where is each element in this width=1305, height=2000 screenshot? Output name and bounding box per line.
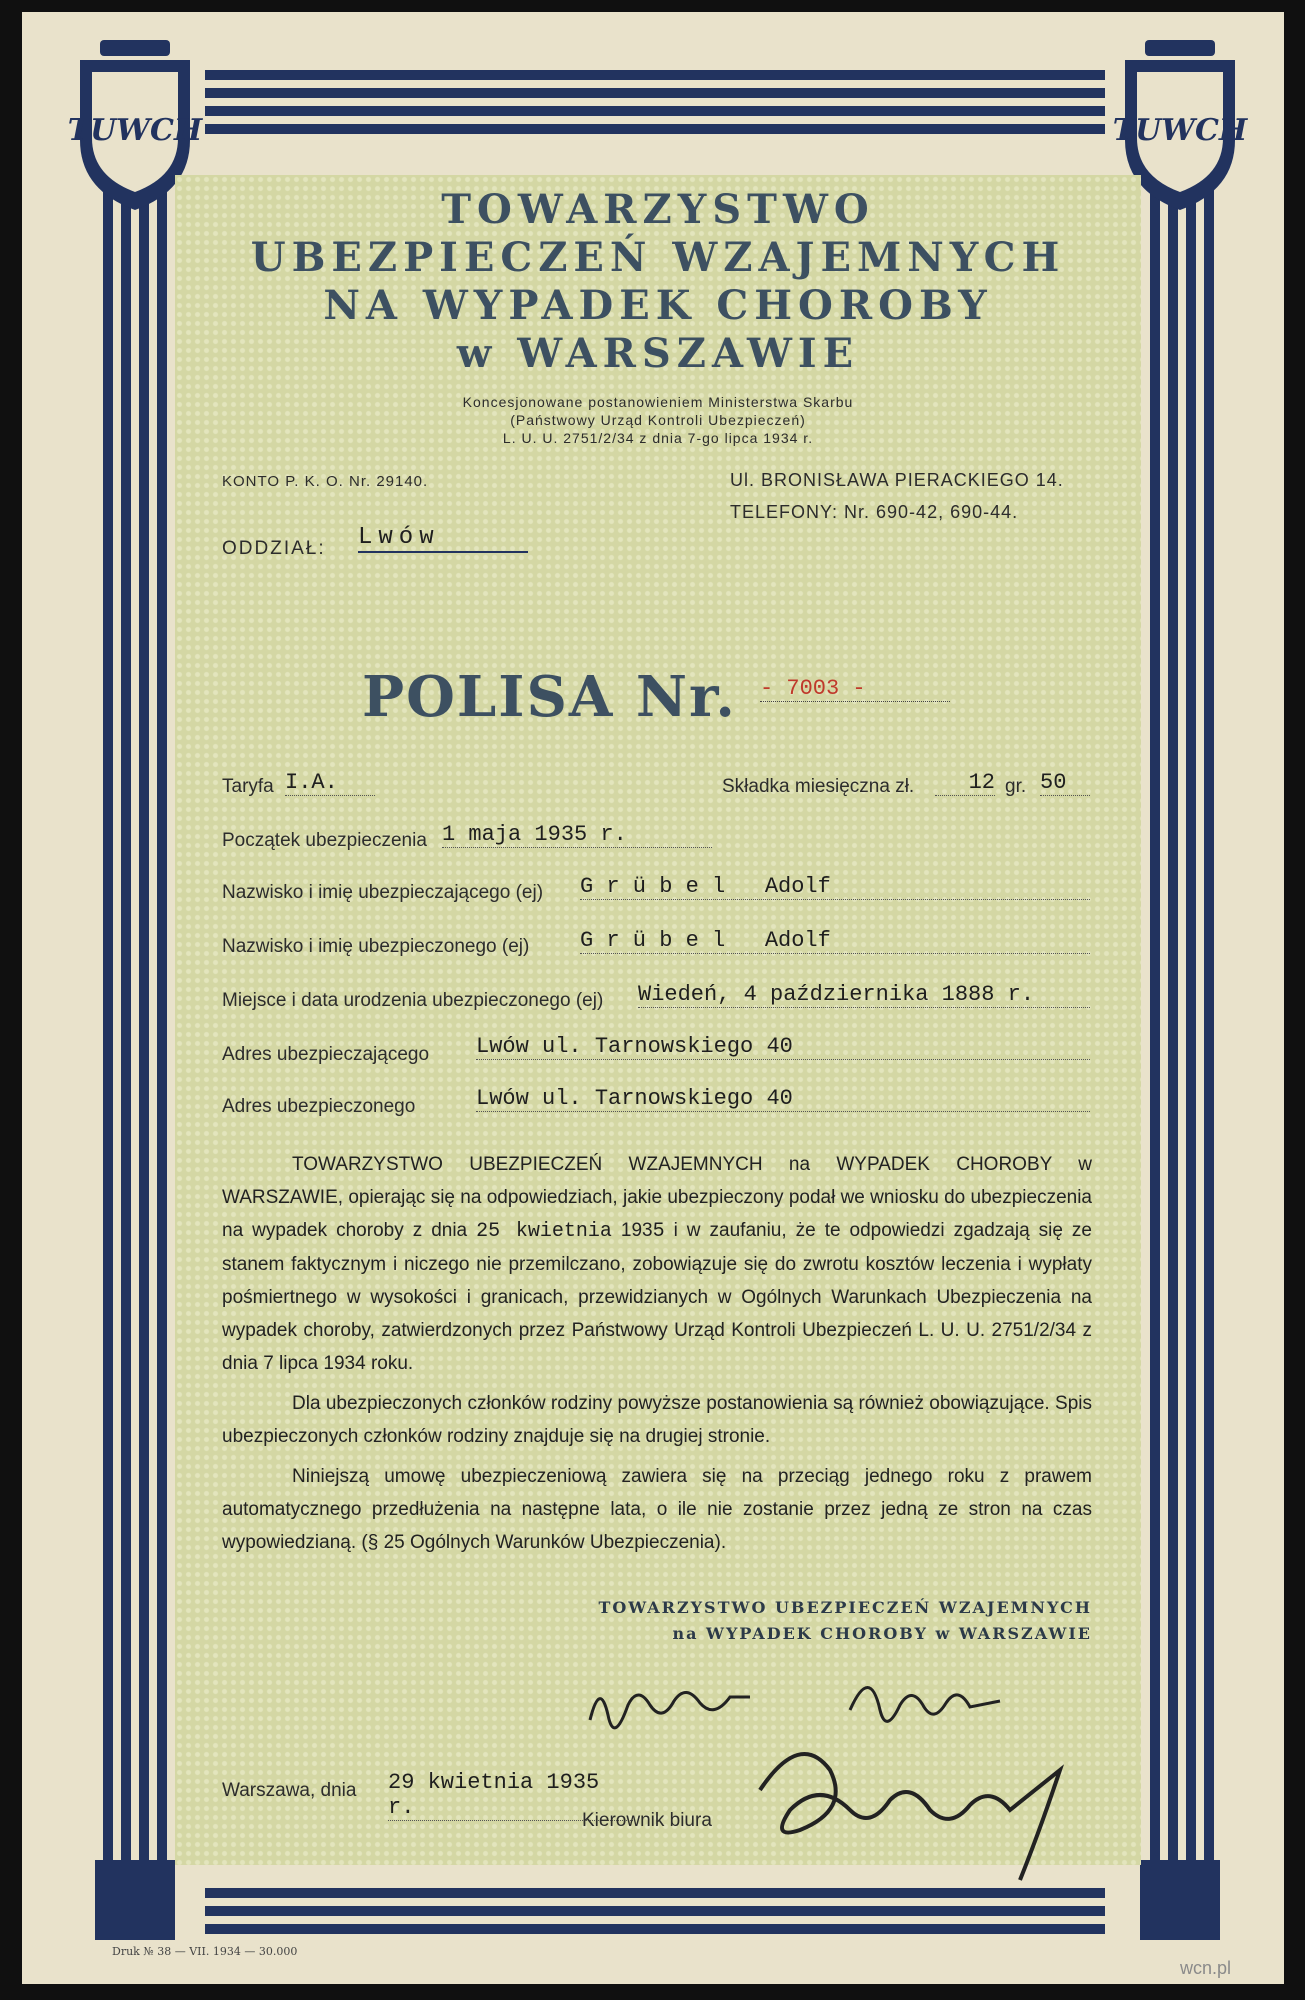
border-band-left-4 xyxy=(157,180,167,1880)
border-band-top-1 xyxy=(205,70,1105,80)
premium-gr-label: gr. xyxy=(1005,776,1027,797)
policy-title: POLISA Nr. xyxy=(362,664,737,730)
start-label: Początek ubezpieczenia xyxy=(222,830,427,851)
print-note: Druk № 38 — VII. 1934 — 30.000 xyxy=(112,1945,298,1958)
concession-line-2: (Państwowy Urząd Kontroli Ubezpieczeń) xyxy=(510,412,806,428)
body-paragraph-1: TOWARZYSTWO UBEZPIECZEŃ WZAJEMNYCH na WYPADEK CHOROBY w WARSZAWIE, opierając się na odpowiedziach, jakie ubezpieczony podał we wniosku do ubezpieczenia na wypadek choroby z dnia 25 kwietnia 1935 i w zaufaniu, że te odpowiedzi zgadzają się ze stanem faktycznym i niczego nie przemilczano, zobowiązuje się do zwrotu kosztów leczenia i wypłaty pośmiertnego w wysokości i granicach, przewidzianych w Ogólnych Warunkach Ubezpieczenia na wypadek choroby, zatwierdzonych przez Państwowy Urząd Kontroli Ubezpieczeń L. U. U. 2751/2/34 z dnia 7 lipca 1934 roku. xyxy=(222,1154,1092,1374)
birth-value: Wiedeń, 4 października 1888 r. xyxy=(638,982,1090,1008)
office-head-label: Kierownik biura xyxy=(582,1810,712,1831)
premium-zl: 12 xyxy=(935,770,995,796)
company-title-line-4: w WARSZAWIE xyxy=(456,330,860,377)
body-paragraph-3: Niniejszą umowę ubezpieczeniową zawiera się na przeciąg jednego roku z prawem automatycznego przedłużenia na następne lata, o ile nie zostanie przez jedną ze stron na czas wypowiedzianą. (§ 25 Ogólnych Warunków Ubezpieczenia). xyxy=(222,1466,1092,1553)
branch-value: Lwów xyxy=(358,524,528,553)
issue-date: 29 kwietnia 1935 r. xyxy=(388,1770,633,1821)
border-band-left-3 xyxy=(139,180,149,1880)
policy-number: - 7003 - xyxy=(760,676,950,702)
tariff-value: I.A. xyxy=(285,770,375,796)
watermark: wcn.pl xyxy=(1180,1958,1232,1978)
policy-body xyxy=(222,1148,1092,1566)
border-band-left-1 xyxy=(103,180,113,1880)
border-band-top-2 xyxy=(205,88,1105,98)
corner-bottom-right xyxy=(1140,1860,1220,1940)
border-band-top-3 xyxy=(205,106,1105,116)
insurer-name-value: G r ü b e l Adolf xyxy=(580,874,1090,900)
company-signature-line-1: TOWARZYSTWO UBEZPIECZEŃ WZAJEMNYCH xyxy=(598,1598,1092,1617)
signature-1 xyxy=(590,1692,750,1727)
concession-line-3: L. U. U. 2751/2/34 z dnia 7-go lipca 1934 r. xyxy=(502,430,814,446)
insured-address-value: Lwów ul. Tarnowskiego 40 xyxy=(476,1086,1090,1112)
monogram-left: TUWCH xyxy=(67,113,203,148)
border-band-right-4 xyxy=(1204,180,1214,1880)
insurer-address-label: Adres ubezpieczającego xyxy=(222,1044,430,1065)
corner-bottom-left xyxy=(95,1860,175,1940)
tariff-label: Taryfa xyxy=(222,776,274,797)
branch-label: ODDZIAŁ: xyxy=(222,538,326,559)
office-phones: TELEFONY: Nr. 690-42, 690-44. xyxy=(730,502,1019,522)
concession-line-1: Koncesjonowane postanowieniem Ministerstwa Skarbu xyxy=(462,394,854,410)
application-year-digit: 5 xyxy=(652,1220,665,1243)
company-title-line-2: UBEZPIECZEŃ WZAJEMNYCH xyxy=(250,234,1066,281)
border-band-left-2 xyxy=(121,180,131,1880)
insured-address-label: Adres ubezpieczonego xyxy=(222,1096,416,1117)
border-band-right-1 xyxy=(1150,180,1160,1880)
insured-name-label: Nazwisko i imię ubezpieczonego (ej) xyxy=(222,936,530,957)
body-paragraph-2: Dla ubezpieczonych członków rodziny powyższe postanowienia są również obowiązujące. Spis ubezpieczonych członków rodziny znajduje się na drugiej stronie. xyxy=(222,1393,1092,1447)
insured-name-value: G r ü b e l Adolf xyxy=(580,928,1090,954)
place-label: Warszawa, dnia xyxy=(222,1780,357,1801)
bank-account: KONTO P. K. O. Nr. 29140. xyxy=(222,473,429,490)
premium-label: Składka miesięczna zł. xyxy=(722,776,915,797)
insurer-name-label: Nazwisko i imię ubezpieczającego (ej) xyxy=(222,882,544,903)
company-title-line-3: NA WYPADEK CHOROBY xyxy=(323,282,993,329)
border-band-right-3 xyxy=(1186,180,1196,1880)
start-value: 1 maja 1935 r. xyxy=(442,822,712,848)
company-signature-line-2: na WYPADEK CHOROBY w WARSZAWIE xyxy=(672,1624,1092,1643)
signature-3 xyxy=(760,1754,1060,1880)
application-date: 25 kwietnia xyxy=(476,1220,612,1243)
insurer-address-value: Lwów ul. Tarnowskiego 40 xyxy=(476,1034,1090,1060)
signature-2 xyxy=(850,1688,1000,1722)
border-band-top-4 xyxy=(205,124,1105,134)
premium-gr: 50 xyxy=(1040,770,1090,796)
office-address: Ul. BRONISŁAWA PIERACKIEGO 14. xyxy=(730,470,1064,490)
handwritten-signatures xyxy=(560,1660,1100,1940)
monogram-right: TUWCH xyxy=(1112,113,1248,148)
border-band-right-2 xyxy=(1168,180,1178,1880)
company-title-line-1: TOWARZYSTWO xyxy=(441,186,875,233)
birth-label: Miejsce i data urodzenia ubezpieczonego (ej) xyxy=(222,990,604,1011)
